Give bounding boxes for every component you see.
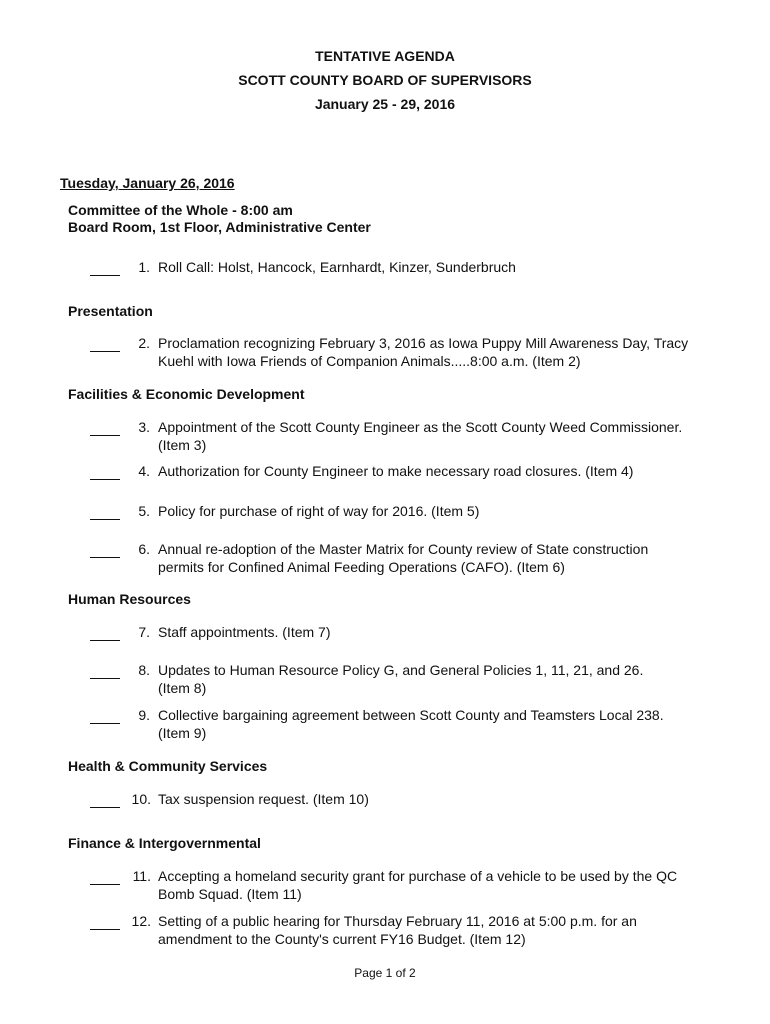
checkoff-blank xyxy=(90,870,120,885)
item-line: (Item 3) xyxy=(158,437,207,453)
checkoff-blank xyxy=(90,793,120,808)
item-line: Setting of a public hearing for Thursday February 11, 2016 at 5:00 p.m. for an xyxy=(158,913,637,929)
checkoff-blank xyxy=(90,543,120,558)
meeting-location: Board Room, 1st Floor, Administrative Center xyxy=(68,219,371,235)
item-line: Kuehl with Iowa Friends of Companion Animals.....8:00 a.m. (Item 2) xyxy=(158,353,581,369)
item-text xyxy=(158,258,738,276)
date-range: January 25 - 29, 2016 xyxy=(314,96,456,112)
item-text xyxy=(158,912,738,948)
checkoff-blank xyxy=(90,261,120,276)
item-line: Proclamation recognizing February 3, 2016 as Iowa Puppy Mill Awareness Day, Tracy xyxy=(158,335,689,351)
checkoff-blank xyxy=(90,421,120,436)
checkoff-blank xyxy=(90,709,120,724)
item-number: 10. xyxy=(131,791,151,807)
item-number: 4. xyxy=(138,463,150,479)
agenda-title: TENTATIVE AGENDA xyxy=(315,48,455,64)
item-line: Authorization for County Engineer to make necessary road closures. (Item 4) xyxy=(158,463,634,479)
meeting-title: Committee of the Whole - 8:00 am xyxy=(68,202,293,218)
item-number: 11. xyxy=(132,868,151,884)
item-text xyxy=(158,790,738,808)
checkoff-blank xyxy=(90,626,120,641)
checkoff-blank xyxy=(90,664,120,679)
item-line: amendment to the County's current FY16 Budget. (Item 12) xyxy=(158,931,526,947)
item-line: Appointment of the Scott County Engineer as the Scott County Weed Commissioner. xyxy=(158,419,683,435)
checkoff-blank xyxy=(90,465,120,480)
item-number: 7. xyxy=(138,624,150,640)
section-heading: Finance & Intergovernmental xyxy=(68,835,261,851)
item-line: Annual re-adoption of the Master Matrix for County review of State construction xyxy=(158,541,649,557)
item-line: Updates to Human Resource Policy G, and General Policies 1, 11, 21, and 26. xyxy=(158,662,644,678)
item-line: Accepting a homeland security grant for purchase of a vehicle to be used by the QC xyxy=(158,868,678,884)
item-line: Roll Call: Holst, Hancock, Earnhardt, Kinzer, Sunderbruch xyxy=(158,259,516,275)
item-number: 9. xyxy=(138,707,150,723)
item-number: 1. xyxy=(138,259,150,275)
item-text xyxy=(158,706,738,742)
item-number: 5. xyxy=(138,503,150,519)
checkoff-blank xyxy=(90,505,120,520)
section-heading: Facilities & Economic Development xyxy=(68,386,305,402)
item-text xyxy=(158,661,738,697)
item-number: 2. xyxy=(138,335,150,351)
page-number: Page 1 of 2 xyxy=(354,966,416,980)
item-line: (Item 8) xyxy=(158,680,207,696)
item-text xyxy=(158,867,738,903)
item-line: Staff appointments. (Item 7) xyxy=(158,624,331,640)
item-line: Collective bargaining agreement between Scott County and Teamsters Local 238. xyxy=(158,707,664,723)
item-number: 3. xyxy=(138,419,150,435)
section-heading: Human Resources xyxy=(68,591,191,607)
item-line: Tax suspension request. (Item 10) xyxy=(158,791,369,807)
item-text xyxy=(158,540,738,576)
item-number: 12. xyxy=(131,913,151,929)
item-line: permits for Confined Animal Feeding Operations (CAFO). (Item 6) xyxy=(158,559,565,575)
item-line: Policy for purchase of right of way for 2016. (Item 5) xyxy=(158,503,480,519)
item-text xyxy=(158,418,738,454)
item-text xyxy=(158,502,738,520)
item-text xyxy=(158,462,738,480)
item-number: 6. xyxy=(138,541,150,557)
checkoff-blank xyxy=(90,915,120,930)
item-line: Bomb Squad. (Item 11) xyxy=(158,886,302,902)
board-name: SCOTT COUNTY BOARD OF SUPERVISORS xyxy=(238,72,532,88)
item-text xyxy=(158,623,738,641)
item-text xyxy=(158,334,738,370)
item-line: (Item 9) xyxy=(158,725,207,741)
section-heading: Presentation xyxy=(68,303,153,319)
section-heading: Health & Community Services xyxy=(68,758,268,774)
meeting-day: Tuesday, January 26, 2016 xyxy=(60,175,235,191)
item-number: 8. xyxy=(138,662,150,678)
checkoff-blank xyxy=(90,337,120,352)
